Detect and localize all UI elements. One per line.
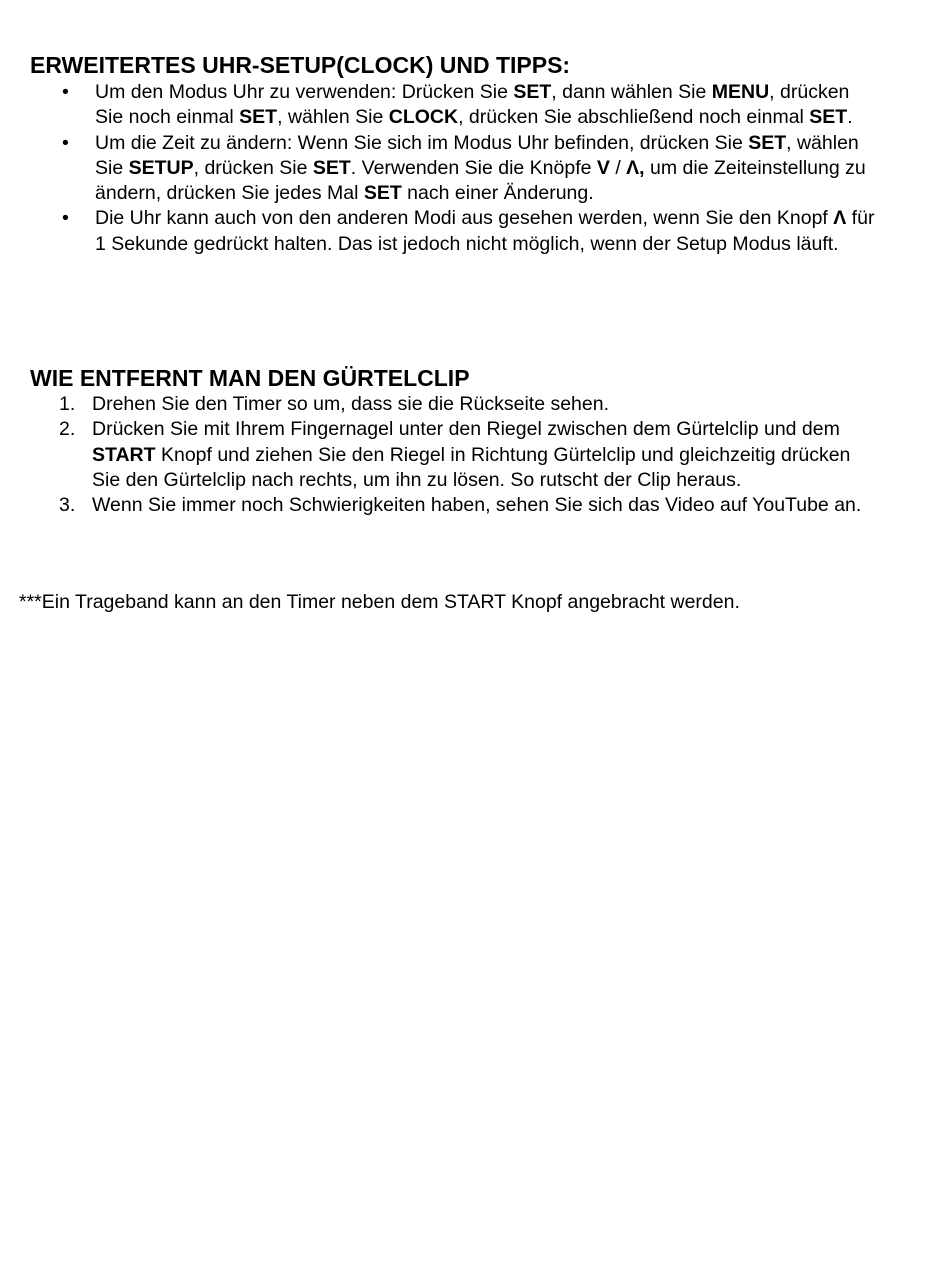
text-run: Um die Zeit zu ändern: Wenn Sie sich im Modus Uhr befinden, drücken Sie xyxy=(95,131,749,154)
list-item xyxy=(0,493,880,518)
step-number: 1. xyxy=(59,393,76,415)
bold-text-run: SET xyxy=(748,131,787,154)
text-run: Die Uhr kann auch von den anderen Modi aus gesehen werden, wenn Sie den Knopf xyxy=(95,207,834,230)
list-item-text xyxy=(92,393,609,415)
text-run: Um den Modus Uhr zu verwenden: Drücken Sie xyxy=(95,81,514,103)
text-run: Drücken Sie mit Ihrem Fingernagel unter den Riegel zwischen dem Gürtelclip und dem xyxy=(92,418,840,441)
bold-text-run: SET xyxy=(312,156,351,179)
bold-text-run: Λ xyxy=(833,207,847,230)
text-run: , wählen Sie xyxy=(277,106,389,129)
text-run: . Verwenden Sie die Knöpfe xyxy=(350,156,597,179)
list-item xyxy=(0,80,880,131)
bullet-icon: • xyxy=(62,81,69,103)
list-item-text xyxy=(92,418,850,491)
list-item-text xyxy=(92,494,861,516)
list-item xyxy=(0,417,880,493)
text-run: um die Zeiteinstellung zu ändern, drücken Sie jedes Mal xyxy=(95,156,866,205)
text-run: Drehen Sie den Timer so um, dass sie die Rückseite sehen. xyxy=(92,393,610,415)
list-item-text xyxy=(95,81,853,128)
bullet-icon: • xyxy=(62,207,69,230)
lanyard-note: ***Ein Trageband kann an den Timer neben dem START Knopf angebracht werden. xyxy=(19,591,740,613)
bold-text-run: SET xyxy=(513,81,552,103)
clock-tips-list xyxy=(0,80,880,257)
bold-text-run: START xyxy=(92,443,156,466)
belt-clip-steps-list xyxy=(0,392,880,518)
text-run: , drücken Sie xyxy=(193,156,313,179)
text-run: , drücken Sie abschließend noch einmal xyxy=(458,106,810,129)
bold-text-run: SETUP xyxy=(128,156,194,179)
step-number: 2. xyxy=(59,418,76,441)
list-item-text xyxy=(95,132,866,205)
bullet-icon: • xyxy=(62,131,69,154)
text-run: Wenn Sie immer noch Schwierigkeiten haben, sehen Sie sich das Video auf YouTube an. xyxy=(92,494,862,517)
bold-text-run: SET xyxy=(239,106,278,129)
bold-text-run: V xyxy=(596,156,610,179)
text-run: , drücken Sie noch einmal xyxy=(95,81,850,129)
list-item xyxy=(0,206,880,257)
bold-text-run: Λ, xyxy=(626,156,645,179)
bold-text-run: CLOCK xyxy=(388,106,459,129)
bold-text-run: MENU xyxy=(711,81,770,103)
text-run: / xyxy=(609,156,627,179)
text-run: , dann wählen Sie xyxy=(551,81,712,103)
step-number: 3. xyxy=(59,494,76,517)
bold-text-run: SET xyxy=(809,106,848,129)
text-run: für 1 Sekunde gedrückt halten. Das ist jedoch nicht möglich, wenn der Setup Modus läuft. xyxy=(95,207,875,255)
list-item-text xyxy=(95,207,874,254)
list-item xyxy=(0,392,880,417)
text-run: . xyxy=(847,106,853,129)
belt-clip-heading: WIE ENTFERNT MAN DEN GÜRTELCLIP xyxy=(30,365,470,391)
clock-setup-heading: ERWEITERTES UHR-SETUP(CLOCK) UND TIPPS: xyxy=(30,52,571,78)
bold-text-run: SET xyxy=(363,182,402,205)
text-run: , wählen Sie xyxy=(95,131,859,179)
text-run: nach einer Änderung. xyxy=(401,182,594,205)
list-item xyxy=(0,131,880,207)
text-run: Knopf und ziehen Sie den Riegel in Richtung Gürtelclip und gleichzeitig drücken Sie den Gürtelclip nach rechts, um ihn zu lösen. So rutscht der Clip heraus. xyxy=(92,443,851,491)
